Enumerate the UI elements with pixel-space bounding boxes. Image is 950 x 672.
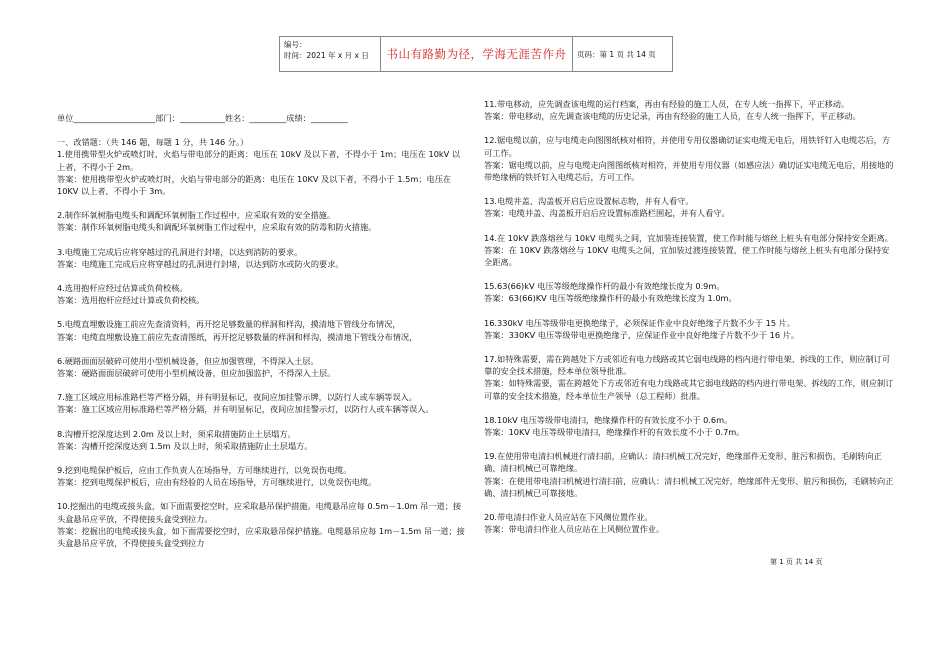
answer-text: 答案：挖到电缆保护板后，应由有经验的人员在场指导，方可继续进行，以免误伤电缆。 [57, 477, 377, 488]
section-title: 一、改错题：（共 146 题，每题 1 分，共 146 分。） [57, 137, 249, 148]
question-text: 15.63(66)kV 电压等级绝缘操作杆的最小有效绝缘长度为 0.9m。 [484, 281, 725, 292]
answer-text: 答案：10KV 电压等级带电清扫，绝缘操作杆的有效长度不小于 0.7m。 [484, 427, 745, 438]
question-item [484, 98, 894, 122]
number-label: 编号： [284, 40, 307, 49]
answer-text: 答案：电缆井盖、沟盖板开启后应设置标准路栏围起，并有人看守。 [484, 208, 730, 219]
left-question-list [57, 148, 467, 549]
question-text: 7.施工区域应用标准路栏等严格分隔，并有明显标记，夜间应加挂警示牌，以防行人或车辆等误入。 [57, 392, 417, 403]
question-text: 10.挖掘出的电缆或接头盒，如下面需要挖空时，应采取悬吊保护措施。电缆悬吊应每 0.5m－1.0m 吊一道；接头盒悬吊应平放，不得使接头盒受到拉力。 [57, 501, 462, 524]
answer-text: 答案：施工区域应用标准路栏等严格分隔，并有明显标记，夜间应加挂警示灯，以防行人或车辆等误入。 [57, 404, 434, 415]
question-item [484, 353, 894, 402]
answer-text: 答案：带电移动，应先调查该电缆的历史记录，再由有经验的施工人员，在专人统一指挥下，平正移动。 [484, 111, 861, 122]
question-item [57, 282, 467, 306]
question-item [57, 500, 467, 549]
header-page-cell [573, 37, 672, 71]
question-item [484, 232, 894, 269]
page-header [279, 36, 673, 72]
footer-page-number: 第 1 页 共 14 页 [770, 558, 823, 566]
page-number: 页码：第 1 页 共 14 页 [577, 50, 656, 59]
question-text: 6.硬路面面层破碎可使用小型机械设备，但应加强管理，不得深入土层。 [57, 355, 319, 366]
answer-text: 答案：63(66)KV 电压等级绝缘操作杆的最小有效绝缘长度为 1.0m。 [484, 293, 737, 304]
question-text: 12.锯电缆以前，应与电缆走向图图纸核对相符，并使用专用仪器确切证实电缆无电后，用铁钎钉入电缆芯后，方可工作。 [484, 135, 891, 158]
question-item [484, 280, 894, 304]
question-item [484, 134, 894, 183]
question-text: 19.在使用带电清扫机械进行清扫前，应确认：清扫机械工况完好，绝缘部件无变形、脏污和损伤，毛刷转向正确、清扫机械已可靠绝缘。 [484, 451, 882, 474]
answer-text: 答案：锯电缆以前，应与电缆走向图图纸核对相符，并使用专用仪器（如感应法）确切证实电缆无电后，用接地的带绝缘柄的铁钎钉入电缆芯后，方可工作。 [484, 159, 894, 183]
question-item [57, 428, 467, 452]
question-text: 11.带电移动，应先调查该电缆的运行档案，再由有经验的施工人员，在专人统一指挥下，平正移动。 [484, 99, 850, 109]
question-item [484, 450, 894, 499]
answer-text: 答案：电缆施工完成后应将穿越过的孔洞进行封堵，以达到防水或防火的要求。 [57, 258, 344, 269]
answer-text: 答案：制作环氧树脂电缆头和调配环氧树脂工作过程中，应采取有效的防毒和防火措施。 [57, 222, 377, 233]
question-item [57, 246, 467, 270]
question-item [484, 414, 894, 438]
question-item [57, 318, 467, 342]
time-label: 时间：2021 年 x 月 x 日 [284, 51, 369, 60]
question-item [57, 148, 467, 197]
question-text: 3.电缆施工完成后应将穿越过的孔洞进行封堵，以达到消防的要求。 [57, 246, 303, 257]
answer-text: 答案：330KV 电压等级带电更换绝缘子，应保证作业中良好绝缘子片数不少于 16 片。 [484, 329, 800, 340]
answer-text: 答案：带电清扫作业人员应站在上风侧位置作业。 [484, 524, 665, 535]
answer-text: 答案：挖掘出的电缆或接头盒，如下面需要挖空时，应采取悬吊保护措施。电缆悬吊应每 1m－1.5m 吊一道；接头盒悬吊应平放，不得使接头盒受到拉力 [57, 525, 465, 549]
left-column [57, 112, 467, 561]
question-text: 9.挖到电缆保护板后，应由工作负责人在场指导，方可继续进行，以免误伤电缆。 [57, 465, 352, 476]
question-item [57, 391, 467, 415]
answer-text: 答案：使用携带型火炉或喷灯时，火焰与带电部分的距离：电压在 10KV 及以下者，不得小于 1.5m；电压在 10KV 以上者，不得小于 3m。 [57, 173, 452, 197]
question-item [57, 209, 467, 233]
question-item [484, 511, 894, 535]
question-text: 13.电缆井盖、沟盖板开启后应设置标志物，并有人看守。 [484, 196, 694, 207]
question-text: 4.选用抱杆应经过估算或负荷校核。 [57, 283, 188, 294]
question-item [57, 355, 467, 379]
question-text: 2.制作环氧树脂电缆头和调配环氧树脂工作过程中，应采取有效的安全措施。 [57, 210, 336, 221]
question-text: 16.330kV 电压等级带电更换绝缘子，必须保证作业中良好绝缘子片数不少于 15 片。 [484, 317, 796, 328]
question-text: 17.如特殊需要，需在跨越处下方或邻近有电力线路或其它弱电线路的档内进行带电架、拆线的工作，则应制订可靠的安全技术措施，经本单位领导批准。 [484, 354, 891, 377]
header-info-cell [280, 37, 381, 71]
answer-text: 答案：电缆直埋敷设施工前应先查清图纸，再开挖足够数量的样洞和样沟，摸清地下管线分布情况， [57, 331, 418, 342]
question-item [57, 464, 467, 488]
right-question-list [484, 98, 894, 535]
question-text: 5.电缆直埋敷设施工前应先查清资料，再开挖足够数量的样洞和样沟，摸清地下管线分布情况， [57, 319, 401, 330]
header-motto-cell [381, 37, 573, 71]
answer-text: 答案：在使用带电清扫机械进行清扫前，应确认：清扫机械工况完好，绝缘部件无变形、脏污和损伤，毛刷转向正确、清扫机械已可靠接地。 [484, 475, 894, 498]
info-line: 单位____________________部门：___________姓名：_________成绩：_________ [57, 113, 348, 123]
motto: 书山有路勤为径，学海无涯苦作舟 [386, 47, 567, 61]
question-item [484, 317, 894, 341]
right-column [484, 98, 894, 547]
question-text: 8.沟槽开挖深度达到 2.0m 及以上时，须采取措施防止土层塌方。 [57, 428, 296, 439]
question-item [484, 195, 894, 219]
question-text: 20.带电清扫作业人员应站在下风侧位置作业。 [484, 512, 653, 523]
question-text: 14.在 10kV 跌落熔丝与 10kV 电缆头之间，宜加装连接装置，使工作时能与熔丝上桩头有电部分保持安全距离。 [484, 232, 893, 243]
answer-text: 答案：硬路面面层破碎可使用小型机械设备，但应加强监护，不得深入土层。 [57, 368, 336, 379]
answer-text: 答案：在 10KV 跌落熔丝与 10KV 电缆头之间，宜加装过渡连接装置，使工作时能与熔丝上桩头有电部分保持安全距离。 [484, 244, 890, 268]
answer-text: 答案：沟槽开挖深度达到 1.5m 及以上时，须采取措施防止土层塌方。 [57, 440, 313, 451]
question-text: 18.10kV 电压等级带电清扫，绝缘操作杆的有效长度不小于 0.6m。 [484, 414, 733, 425]
answer-text: 答案：选用抱杆应经过计算或负荷校核。 [57, 295, 205, 306]
answer-text: 答案：如特殊需要，需在跨越处下方或邻近有电力线路或其它弱电线路的档内进行带电架、拆线的工作，则应制订可靠的安全技术措施，经本单位生产领导（总工程师）批准。 [484, 378, 894, 401]
question-text: 1.使用携带型火炉或喷灯时，火焰与带电部分的距离：电压在 10kV 及以下者，不得小于 1m；电压在 10kV 以上者，不得小于 2m。 [57, 149, 461, 172]
